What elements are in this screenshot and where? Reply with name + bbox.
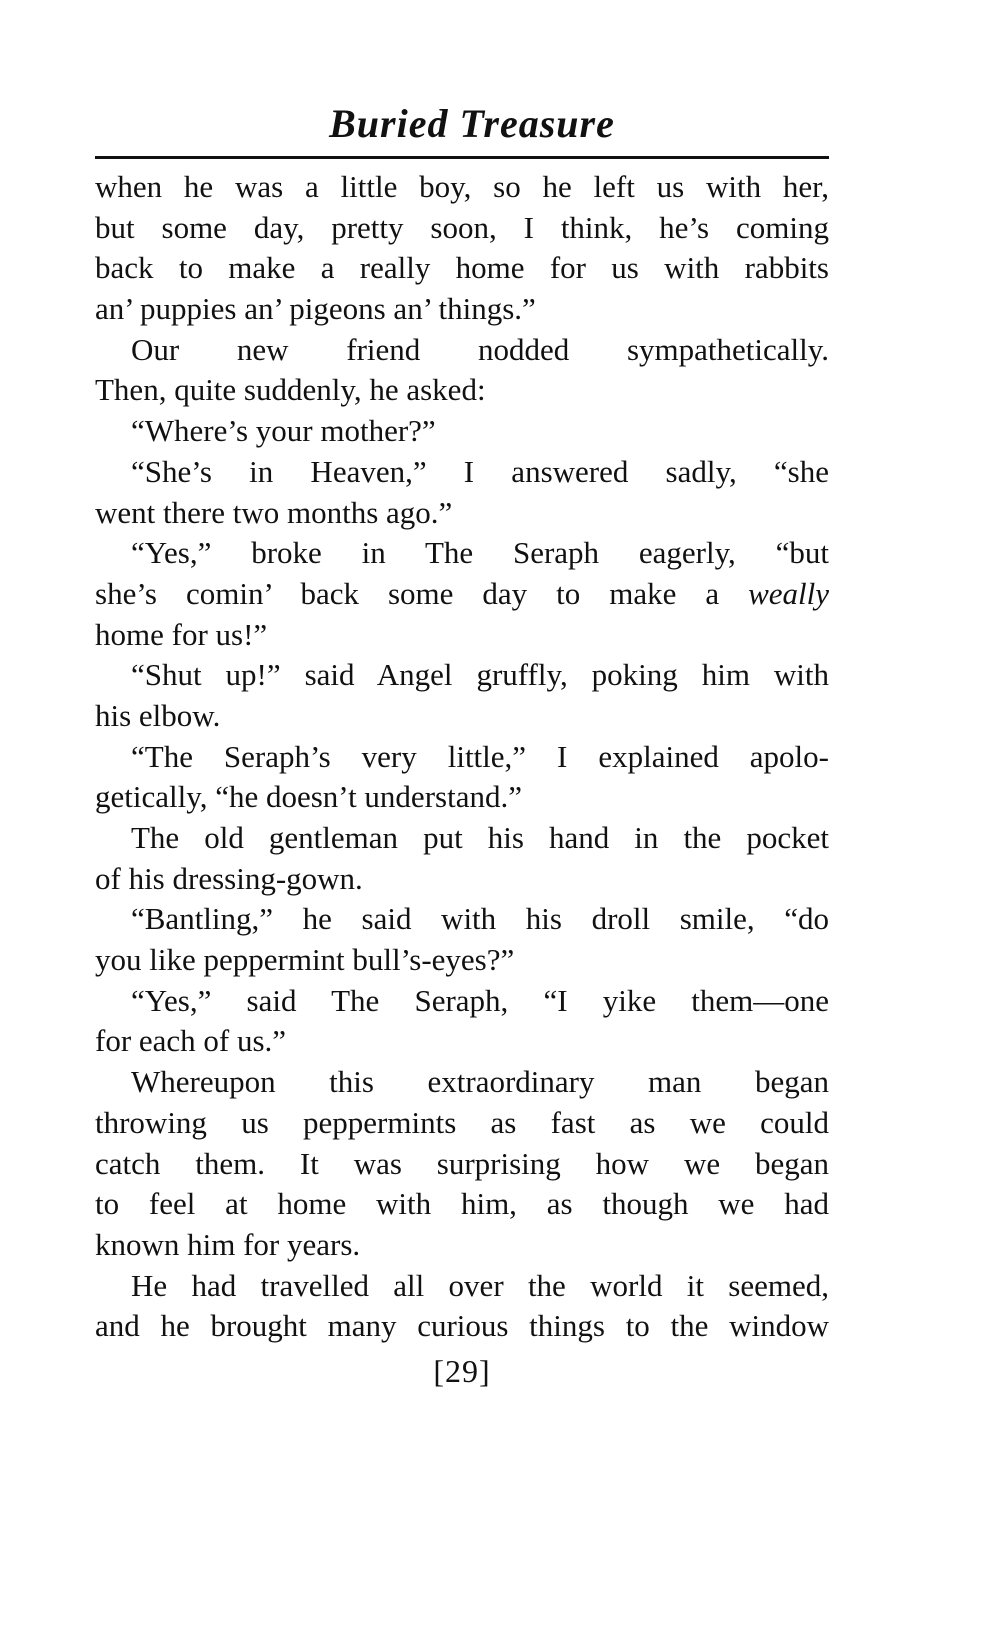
text-line: for each of us.” — [95, 1023, 287, 1059]
header-rule — [95, 156, 829, 159]
text-line: Our new friend nodded sympathetically. — [131, 331, 829, 367]
text-line: went there two months ago.” — [95, 494, 453, 530]
text-line: but some day, pretty soon, I think, he’s coming — [95, 209, 829, 245]
text-line: “She’s in Heaven,” I answered sadly, “she — [131, 453, 829, 489]
text-line: “Yes,” said The Seraph, “I yike them—one — [131, 982, 829, 1018]
text-line: to feel at home with him, as though we had — [95, 1186, 829, 1222]
text-line: “Bantling,” he said with his droll smile, “do — [131, 901, 829, 937]
text-line: “Shut up!” said Angel gruffly, poking him with — [131, 657, 829, 693]
text-line: back to make a really home for us with rabbits — [95, 250, 829, 286]
text-line: “Where’s your mother?” — [131, 413, 436, 449]
text-line: “Yes,” broke in The Seraph eagerly, “but — [131, 535, 829, 571]
text-line-part: she’s comin’ back some day to make a — [95, 575, 720, 611]
italic-word: weally — [748, 575, 829, 611]
text-line: an’ puppies an’ pigeons an’ things.” — [95, 291, 536, 327]
text-line: throwing us peppermints as fast as we could — [95, 1104, 829, 1140]
text-line: He had travelled all over the world it seemed, — [131, 1267, 829, 1303]
text-line: “The Seraph’s very little,” I explained apolo- — [131, 738, 829, 774]
text-line: of his dressing-gown. — [95, 860, 363, 896]
text-line: getically, “he doesn’t understand.” — [95, 779, 522, 815]
text-line: home for us!” — [95, 616, 268, 652]
running-head: Buried Treasure — [329, 101, 615, 146]
text-line: Whereupon this extraordinary man began — [131, 1064, 829, 1100]
text-line: and he brought many curious things to the window — [95, 1308, 829, 1344]
text-line: catch them. It was surprising how we began — [95, 1145, 829, 1181]
text-line-composite — [95, 574, 829, 615]
book-page — [95, 96, 829, 1393]
text-line: when he was a little boy, so he left us with her, — [95, 169, 829, 204]
body-text — [95, 167, 829, 1347]
text-line: his elbow. — [95, 697, 221, 733]
page-number: [29] — [433, 1352, 491, 1389]
text-line: Then, quite suddenly, he asked: — [95, 372, 486, 408]
text-line: you like peppermint bull’s-eyes?” — [95, 942, 515, 978]
text-line: known him for years. — [95, 1226, 361, 1262]
text-line: The old gentleman put his hand in the pocket — [131, 820, 829, 855]
